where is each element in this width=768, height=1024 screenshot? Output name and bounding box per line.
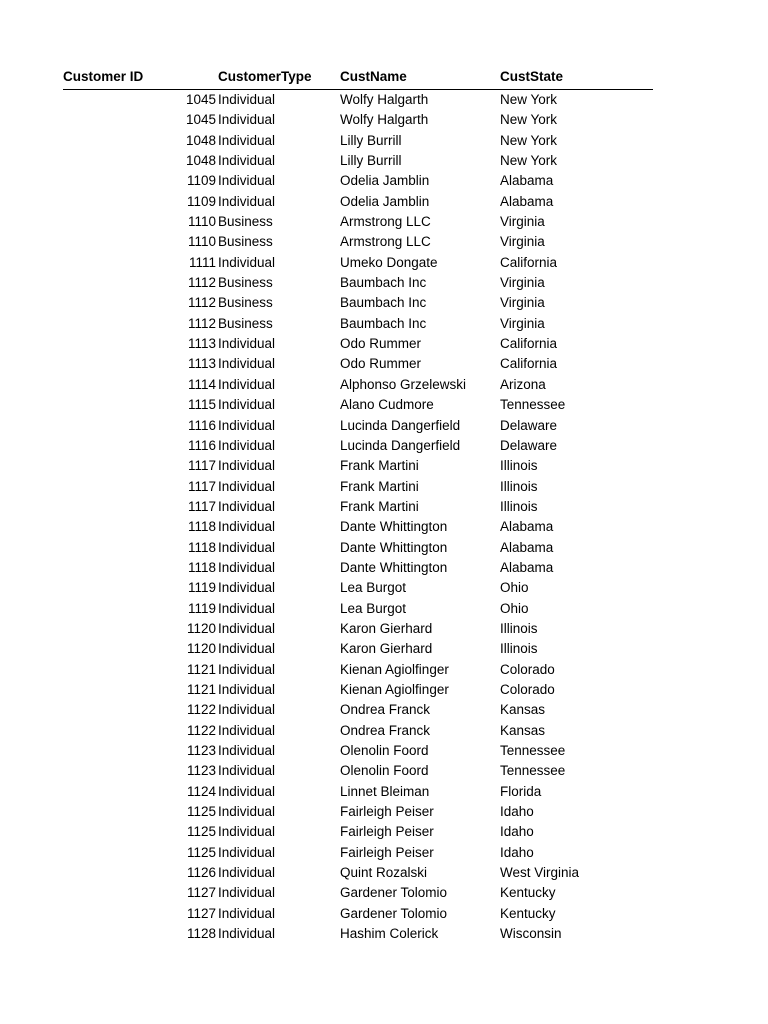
table-row	[63, 477, 653, 497]
cell-cust-state: Virginia	[500, 275, 545, 291]
cell-cust-state: Illinois	[500, 641, 538, 657]
table-row	[63, 232, 653, 252]
cell-customer-type: Business	[218, 275, 273, 291]
cell-cust-name: Frank Martini	[340, 458, 419, 474]
table-header-row	[63, 66, 653, 90]
table-row	[63, 619, 653, 639]
cell-customer-id: 1110	[187, 234, 216, 250]
cell-cust-name: Lucinda Dangerfield	[340, 437, 461, 453]
cell-cust-name: Dante Whittington	[340, 539, 448, 555]
cell-customer-id: 1118	[187, 519, 216, 535]
table-row	[63, 314, 653, 334]
header-cust-name: CustName	[340, 69, 407, 84]
cell-customer-type: Business	[218, 214, 273, 230]
table-row	[63, 151, 653, 171]
cell-customer-type: Individual	[218, 254, 276, 270]
cell-customer-type: Individual	[218, 661, 276, 677]
cell-cust-state: Alabama	[500, 519, 554, 535]
cell-customer-type: Individual	[218, 763, 276, 779]
cell-cust-state: Illinois	[500, 458, 538, 474]
cell-cust-state: Florida	[500, 783, 542, 799]
table-row	[63, 375, 653, 395]
cell-customer-id: 1127	[186, 885, 216, 901]
cell-cust-state: California	[500, 356, 558, 372]
cell-cust-name: Odo Rummer	[340, 336, 422, 352]
cell-customer-type: Individual	[218, 905, 276, 921]
table-row	[63, 497, 653, 517]
cell-cust-name: Lilly Burrill	[340, 153, 402, 169]
cell-cust-state: Kentucky	[500, 905, 556, 921]
cell-customer-type: Individual	[218, 376, 276, 392]
table-row	[63, 253, 653, 273]
cell-cust-state: Delaware	[500, 417, 558, 433]
cell-cust-state: Tennessee	[500, 763, 566, 779]
cell-customer-type: Individual	[218, 702, 276, 718]
cell-customer-id: 1048	[185, 132, 216, 148]
cell-customer-id: 1125	[186, 824, 216, 840]
cell-cust-state: Wisconsin	[500, 926, 562, 942]
cell-cust-state: California	[500, 254, 558, 270]
cell-customer-type: Business	[218, 295, 273, 311]
cell-cust-state: Ohio	[500, 600, 529, 616]
cell-cust-state: Delaware	[500, 437, 558, 453]
cell-cust-name: Ondrea Franck	[340, 702, 431, 718]
cell-cust-name: Dante Whittington	[340, 519, 448, 535]
header-customer-type: CustomerType	[218, 69, 312, 84]
cell-customer-type: Individual	[218, 519, 276, 535]
table-row	[63, 802, 653, 822]
table-row	[63, 639, 653, 659]
cell-cust-state: Virginia	[500, 214, 545, 230]
cell-cust-state: Alabama	[500, 559, 554, 575]
cell-customer-id: 1048	[185, 153, 216, 169]
cell-customer-id: 1109	[186, 193, 216, 209]
cell-cust-name: Alano Cudmore	[340, 397, 434, 413]
cell-customer-id: 1114	[187, 376, 216, 392]
cell-cust-name: Karon Gierhard	[340, 620, 433, 636]
cell-cust-name: Armstrong LLC	[340, 214, 431, 230]
cell-cust-name: Wolfy Halgarth	[340, 112, 429, 128]
cell-customer-type: Individual	[218, 681, 276, 697]
cell-cust-name: Odelia Jamblin	[340, 173, 430, 189]
table-row	[63, 171, 653, 191]
table-row	[63, 90, 653, 110]
cell-customer-type: Individual	[218, 844, 276, 860]
cell-customer-type: Individual	[218, 153, 276, 169]
cell-cust-name: Kienan Agiolfinger	[340, 661, 449, 677]
cell-customer-type: Individual	[218, 193, 276, 209]
cell-cust-name: Fairleigh Peiser	[340, 844, 434, 860]
cell-customer-id: 1121	[186, 681, 216, 697]
cell-cust-name: Fairleigh Peiser	[340, 824, 434, 840]
cell-cust-name: Umeko Dongate	[340, 254, 438, 270]
cell-customer-id: 1124	[186, 783, 216, 799]
table-row	[63, 354, 653, 374]
cell-customer-id: 1111	[188, 254, 216, 270]
table-row	[63, 700, 653, 720]
cell-customer-type: Business	[218, 315, 273, 331]
cell-customer-id: 1113	[187, 336, 216, 352]
cell-cust-state: New York	[500, 153, 558, 169]
cell-cust-state: Idaho	[500, 824, 534, 840]
table-row	[63, 741, 653, 761]
cell-cust-name: Wolfy Halgarth	[340, 92, 429, 107]
table-row	[63, 334, 653, 354]
cell-customer-type: Individual	[218, 804, 276, 820]
cell-customer-id: 1121	[186, 661, 216, 677]
cell-cust-state: Illinois	[500, 498, 538, 514]
cell-customer-id: 1112	[187, 295, 216, 311]
cell-customer-id: 1120	[186, 620, 216, 636]
cell-customer-type: Individual	[218, 559, 276, 575]
cell-cust-name: Dante Whittington	[340, 559, 448, 575]
cell-cust-state: New York	[500, 112, 558, 128]
cell-cust-state: Alabama	[500, 193, 554, 209]
cell-cust-name: Odelia Jamblin	[340, 193, 430, 209]
cell-customer-id: 1116	[187, 437, 216, 453]
cell-cust-name: Odo Rummer	[340, 356, 422, 372]
cell-cust-state: Tennessee	[500, 743, 566, 758]
cell-customer-id: 1045	[185, 112, 216, 128]
cell-customer-id: 1118	[187, 559, 216, 575]
cell-cust-name: Linnet Bleiman	[340, 783, 430, 799]
cell-cust-name: Alphonso Grzelewski	[340, 376, 467, 392]
cell-cust-name: Fairleigh Peiser	[340, 804, 434, 820]
cell-customer-id: 1117	[187, 478, 216, 494]
cell-cust-name: Lea Burgot	[340, 580, 407, 596]
cell-cust-state: West Virginia	[500, 865, 580, 881]
header-cust-state: CustState	[500, 69, 564, 84]
cell-cust-name: Olenolin Foord	[340, 743, 429, 758]
cell-cust-state: Tennessee	[500, 397, 566, 413]
cell-customer-type: Individual	[218, 600, 276, 616]
cell-customer-id: 1123	[186, 743, 216, 758]
cell-customer-type: Individual	[218, 132, 276, 148]
table-row	[63, 843, 653, 863]
table-row	[63, 883, 653, 903]
cell-cust-name: Lea Burgot	[340, 600, 407, 616]
cell-customer-id: 1113	[187, 356, 216, 372]
cell-cust-state: Kansas	[500, 722, 546, 738]
table-row	[63, 538, 653, 558]
cell-customer-id: 1126	[186, 865, 216, 881]
table-row	[63, 456, 653, 476]
table-row	[63, 680, 653, 700]
cell-cust-state: Virginia	[500, 315, 545, 331]
cell-customer-id: 1122	[186, 702, 216, 718]
cell-customer-type: Individual	[218, 926, 276, 942]
cell-cust-state: Virginia	[500, 295, 545, 311]
cell-customer-id: 1127	[186, 905, 216, 921]
cell-customer-id: 1120	[186, 641, 216, 657]
header-customer-id: Customer ID	[63, 69, 144, 84]
cell-cust-name: Frank Martini	[340, 498, 419, 514]
table-row	[63, 578, 653, 598]
cell-customer-id: 1112	[187, 315, 216, 331]
cell-customer-type: Individual	[218, 478, 276, 494]
cell-cust-name: Baumbach Inc	[340, 275, 427, 291]
table-row	[63, 660, 653, 680]
cell-cust-state: Arizona	[500, 376, 546, 392]
table-row	[63, 558, 653, 578]
cell-cust-state: Illinois	[500, 620, 538, 636]
cell-customer-type: Individual	[218, 743, 276, 758]
cell-customer-type: Individual	[218, 417, 276, 433]
cell-customer-type: Individual	[218, 620, 276, 636]
cell-customer-type: Individual	[218, 112, 276, 128]
cell-customer-type: Individual	[218, 458, 276, 474]
cell-customer-id: 1119	[187, 580, 216, 596]
cell-customer-type: Individual	[218, 885, 276, 901]
customer-table	[63, 66, 653, 944]
cell-cust-name: Lilly Burrill	[340, 132, 402, 148]
cell-cust-name: Karon Gierhard	[340, 641, 433, 657]
table-row	[63, 131, 653, 151]
table-row	[63, 904, 653, 924]
cell-cust-state: New York	[500, 92, 558, 107]
cell-cust-state: Colorado	[500, 681, 555, 697]
table-row	[63, 599, 653, 619]
cell-customer-id: 1123	[186, 763, 216, 779]
cell-customer-type: Individual	[218, 580, 276, 596]
cell-customer-type: Individual	[218, 783, 276, 799]
cell-customer-id: 1112	[187, 275, 216, 291]
cell-customer-id: 1117	[187, 458, 216, 474]
cell-customer-id: 1116	[187, 417, 216, 433]
cell-customer-id: 1045	[185, 92, 216, 107]
cell-cust-state: Alabama	[500, 539, 554, 555]
table-row	[63, 416, 653, 436]
cell-customer-type: Individual	[218, 865, 276, 881]
cell-cust-name: Frank Martini	[340, 478, 419, 494]
table-row	[63, 721, 653, 741]
cell-customer-id: 1110	[187, 214, 216, 230]
cell-cust-name: Gardener Tolomio	[340, 905, 448, 921]
cell-customer-id: 1128	[186, 926, 216, 942]
table-row	[63, 761, 653, 781]
cell-cust-state: Illinois	[500, 478, 538, 494]
cell-customer-id: 1122	[186, 722, 216, 738]
cell-customer-id: 1125	[186, 804, 216, 820]
cell-customer-type: Individual	[218, 336, 276, 352]
cell-customer-type: Individual	[218, 397, 276, 413]
cell-cust-name: Ondrea Franck	[340, 722, 431, 738]
table-row	[63, 273, 653, 293]
cell-cust-name: Gardener Tolomio	[340, 885, 448, 901]
cell-cust-name: Quint Rozalski	[340, 865, 428, 881]
cell-customer-id: 1115	[187, 397, 216, 413]
cell-cust-name: Lucinda Dangerfield	[340, 417, 461, 433]
cell-cust-state: Ohio	[500, 580, 529, 596]
cell-cust-state: Kentucky	[500, 885, 556, 901]
cell-cust-name: Hashim Colerick	[340, 926, 439, 942]
cell-customer-id: 1119	[187, 600, 216, 616]
cell-cust-name: Kienan Agiolfinger	[340, 681, 449, 697]
cell-customer-type: Individual	[218, 173, 276, 189]
cell-customer-id: 1117	[187, 498, 216, 514]
cell-cust-name: Baumbach Inc	[340, 295, 427, 311]
cell-cust-state: California	[500, 336, 558, 352]
cell-customer-type: Individual	[218, 539, 276, 555]
cell-customer-id: 1118	[187, 539, 216, 555]
cell-customer-type: Business	[218, 234, 273, 250]
table-row	[63, 212, 653, 232]
cell-cust-name: Baumbach Inc	[340, 315, 427, 331]
table-row	[63, 924, 653, 944]
table-row	[63, 436, 653, 456]
cell-customer-type: Individual	[218, 722, 276, 738]
cell-customer-type: Individual	[218, 498, 276, 514]
table-row	[63, 395, 653, 415]
table-body	[63, 90, 653, 944]
cell-customer-type: Individual	[218, 824, 276, 840]
table-row	[63, 293, 653, 313]
cell-customer-type: Individual	[218, 92, 276, 107]
cell-cust-state: Idaho	[500, 844, 534, 860]
cell-customer-type: Individual	[218, 641, 276, 657]
cell-cust-state: New York	[500, 132, 558, 148]
table-row	[63, 782, 653, 802]
cell-cust-state: Idaho	[500, 804, 534, 820]
cell-cust-state: Colorado	[500, 661, 555, 677]
table-row	[63, 517, 653, 537]
cell-cust-name: Olenolin Foord	[340, 763, 429, 779]
cell-customer-id: 1109	[186, 173, 216, 189]
cell-customer-id: 1125	[186, 844, 216, 860]
cell-cust-state: Kansas	[500, 702, 546, 718]
cell-customer-type: Individual	[218, 437, 276, 453]
table-row	[63, 110, 653, 130]
cell-customer-type: Individual	[218, 356, 276, 372]
cell-cust-state: Alabama	[500, 173, 554, 189]
cell-cust-state: Virginia	[500, 234, 545, 250]
table-row	[63, 863, 653, 883]
table-row	[63, 822, 653, 842]
table-row	[63, 192, 653, 212]
cell-cust-name: Armstrong LLC	[340, 234, 431, 250]
